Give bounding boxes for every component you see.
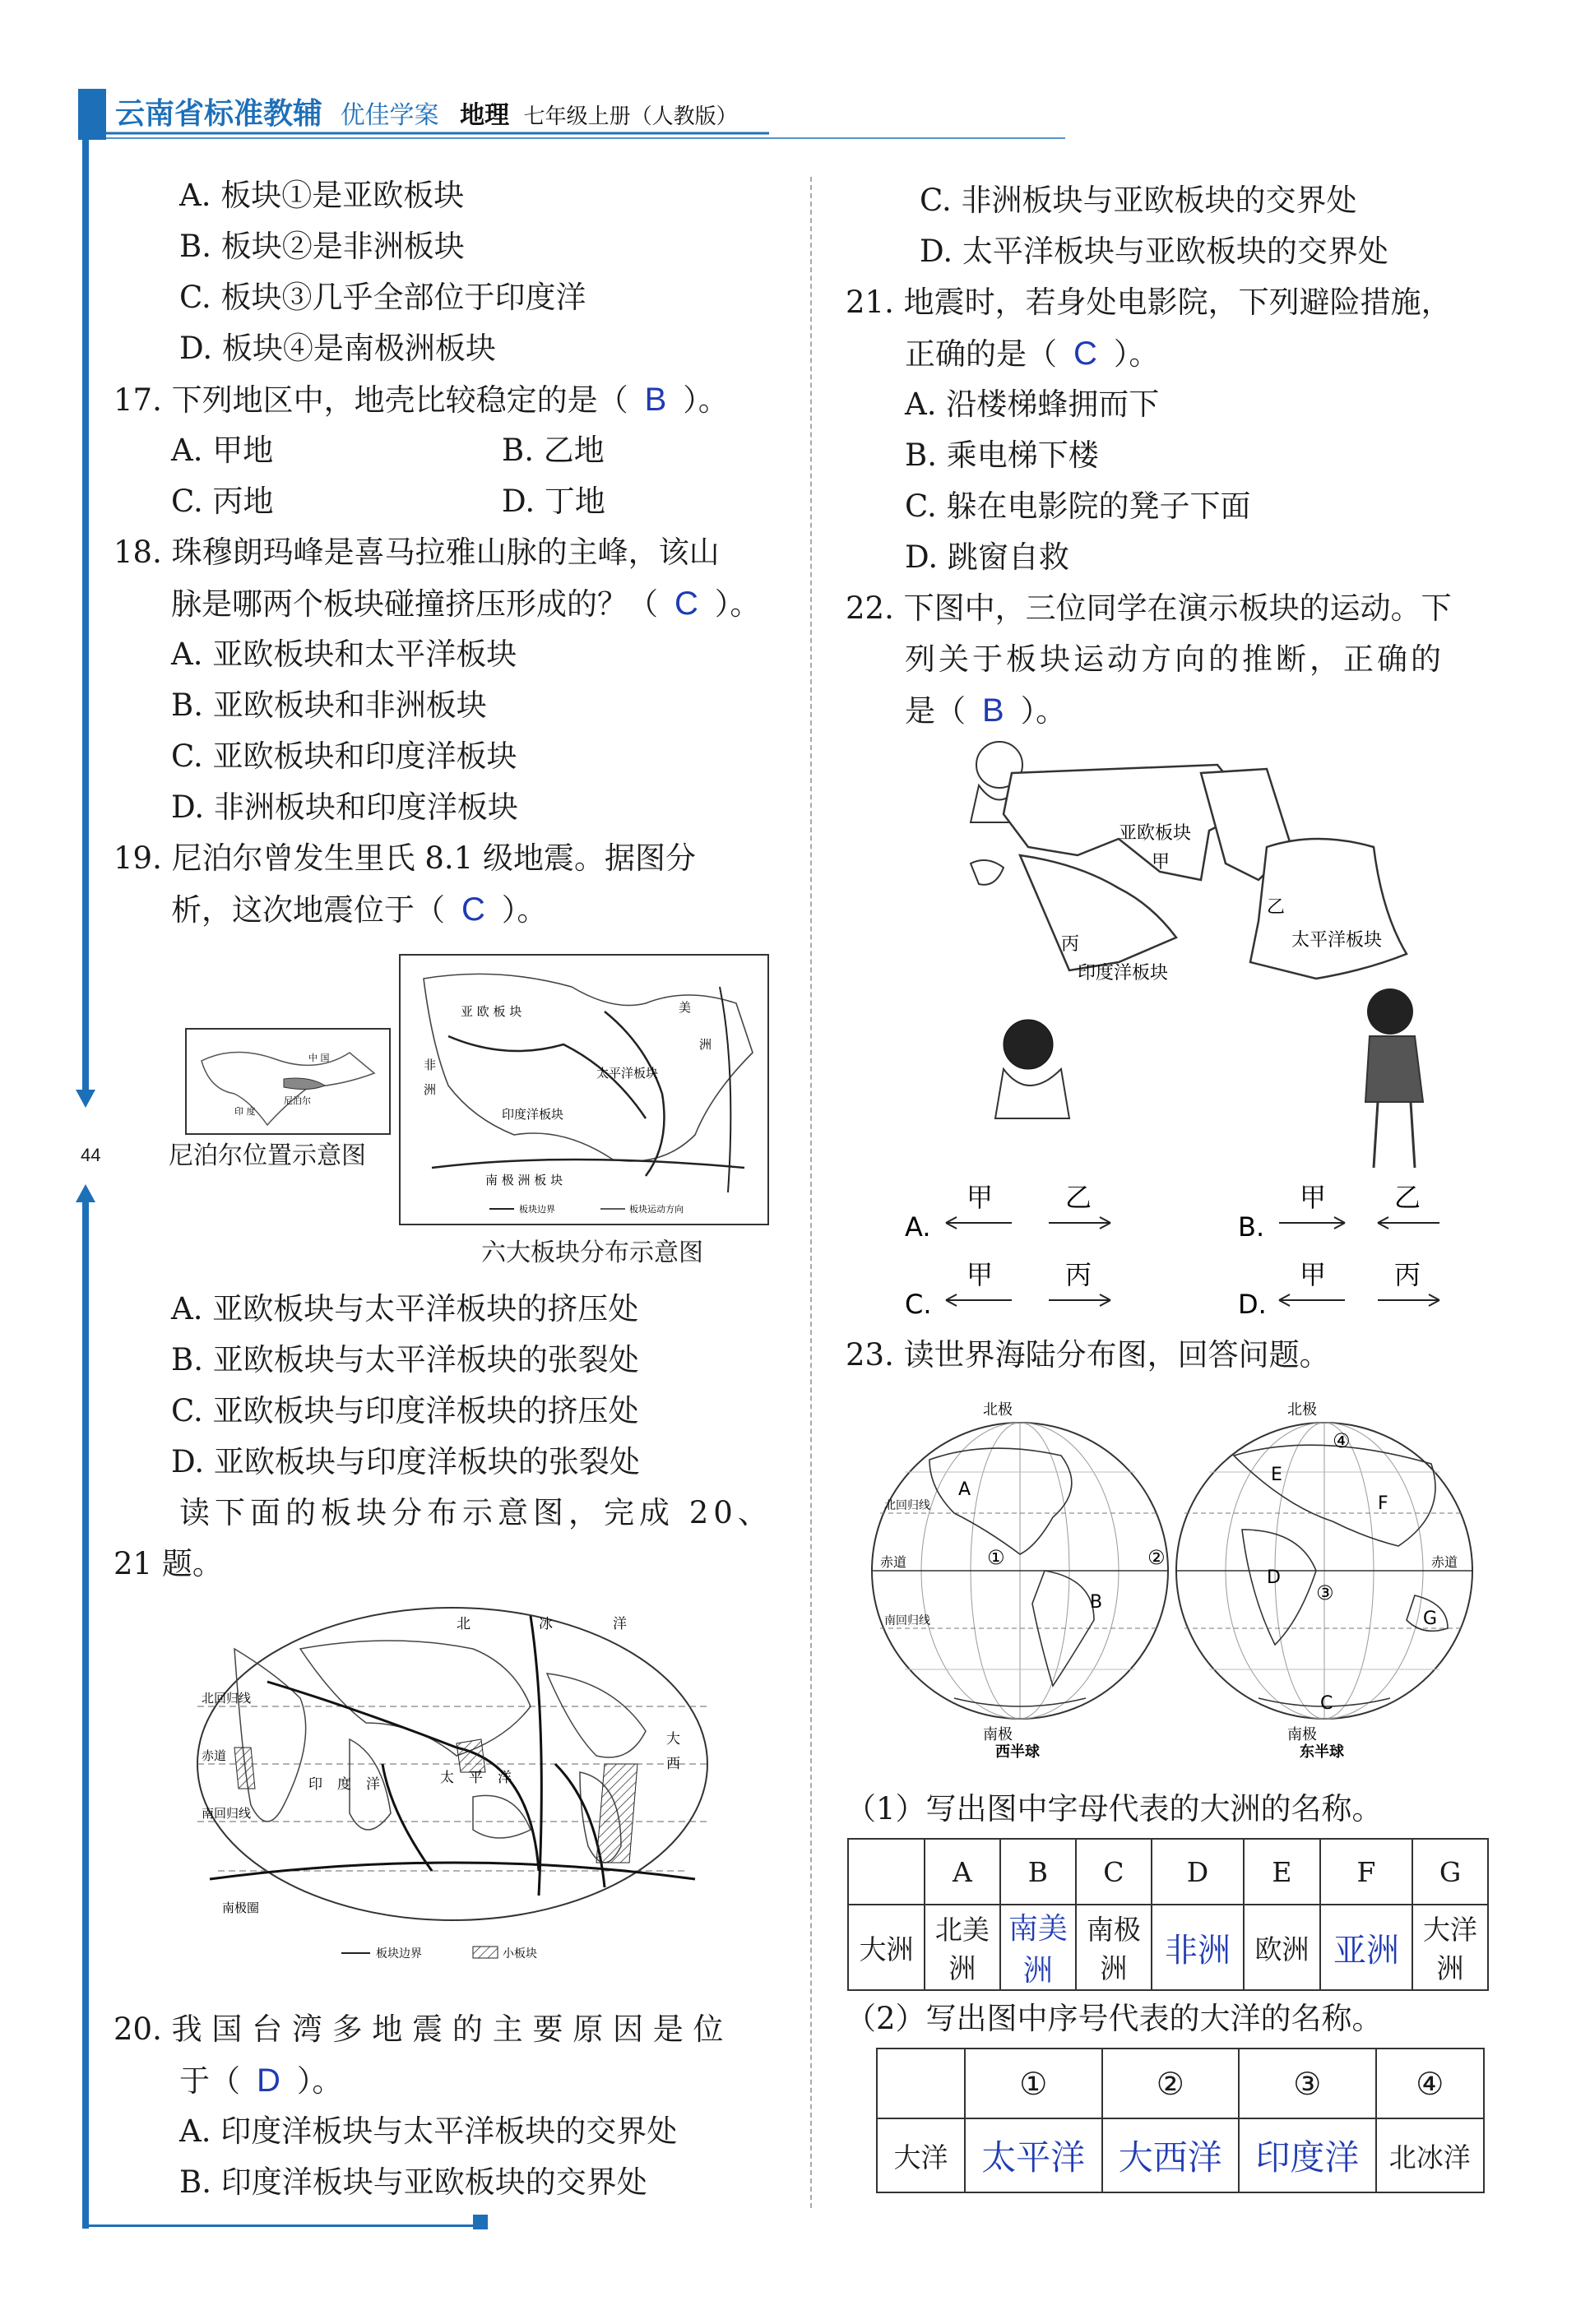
q20-option-b: B. 印度洋板块与亚欧板块的交界处 <box>179 2164 647 2200</box>
q19-option-d: D. 亚欧板块与印度洋板块的张裂处 <box>171 1444 640 1479</box>
q22-close: ）。 <box>1020 693 1067 729</box>
world-label-yang2: 洋 <box>366 1776 380 1793</box>
east-hemisphere-label: 东半球 <box>1300 1743 1344 1760</box>
plates-label-africa-2: 洲 <box>424 1082 437 1097</box>
q21-option-d: D. 跳窗自救 <box>905 539 1069 575</box>
plates-label-indian: 印度洋板块 <box>502 1107 564 1122</box>
continents-row-label: 大洲 <box>848 1905 925 1990</box>
world-label-antarctic-circle: 南极圈 <box>222 1900 260 1915</box>
demo-label-indian: 印度洋板块 <box>1078 963 1169 984</box>
nepal-map-china: 中 国 <box>308 1053 330 1063</box>
world-label-xi: 西 <box>666 1756 680 1772</box>
read-intro-2: 21 题。 <box>114 1546 223 1581</box>
q22-answer: B <box>982 692 1004 729</box>
q22-line2: 列关于板块运动方向的推断，正确的 <box>905 641 1444 677</box>
oceans-header-row <box>877 2049 1484 2118</box>
read-intro-1: 读下面的板块分布示意图，完成 20、 <box>179 1495 773 1530</box>
q22-text: 是（ <box>905 693 966 729</box>
plates-label-eurasia: 亚 欧 板 块 <box>461 1004 522 1019</box>
q20-answer: D <box>257 2062 280 2099</box>
q19-answer: C <box>461 891 485 928</box>
globe-number-2: ② <box>1147 1546 1166 1569</box>
nepal-map-india: 印 度 <box>234 1106 256 1117</box>
q22-choice-c-letter: C. <box>905 1289 932 1320</box>
east-north-pole: 北极 <box>1287 1401 1317 1419</box>
continents-header-row <box>848 1839 1488 1905</box>
q22-line1: 22. 下图中，三位同学在演示板块的运动。下 <box>846 590 1452 626</box>
globe-number-3: ③ <box>1316 1581 1334 1604</box>
q18-line2 <box>171 579 760 629</box>
q18-close: ）。 <box>714 586 761 622</box>
globe-letter-c: C <box>1320 1693 1333 1714</box>
footer-line <box>82 2224 477 2227</box>
series-title: 云南省标准教辅 <box>115 96 323 131</box>
demo-label-jia: 甲 <box>1152 852 1170 873</box>
header-text <box>115 90 738 132</box>
q16-option-a: A. 板块①是亚欧板块 <box>179 178 465 213</box>
margin-bar-top <box>82 132 89 1102</box>
globe-number-1: ① <box>987 1546 1005 1569</box>
q21-close: ）。 <box>1113 336 1160 372</box>
continents-header-f: F <box>1320 1839 1412 1905</box>
plates-label-antarctic: 南 极 洲 板 块 <box>485 1173 563 1187</box>
world-label-yang3: 洋 <box>498 1770 512 1786</box>
q22-choice-a-letter: A. <box>905 1211 931 1243</box>
continents-header-g: G <box>1412 1839 1488 1905</box>
continent-b-value: 南美洲 <box>1000 1905 1076 1990</box>
world-label-yin: 印 <box>308 1776 322 1793</box>
six-plates-map <box>399 954 769 1225</box>
q19-option-a: A. 亚欧板块与太平洋板块的挤压处 <box>171 1291 639 1326</box>
q18-text: 脉是哪两个板块碰撞挤压形成的？（ <box>171 586 658 622</box>
globe-number-4: ④ <box>1333 1429 1351 1452</box>
east-hemisphere-globe <box>1176 1400 1472 1760</box>
nepal-map-nepal: 尼泊尔 <box>284 1095 311 1106</box>
continents-value-row <box>848 1905 1488 1990</box>
q22-choice-d-left: 甲 <box>1300 1259 1327 1290</box>
q21-option-c: C. 躲在电影院的凳子下面 <box>905 488 1251 524</box>
plates-label-pacific: 太平洋板块 <box>596 1066 659 1081</box>
q17-option-a: A. 甲地 <box>171 433 274 468</box>
q18-option-a: A. 亚欧板块和太平洋板块 <box>171 637 517 672</box>
q20-line2 <box>179 2056 342 2106</box>
q19-line1: 19. 尼泊尔曾发生里氏 8.1 级地震。据图分 <box>114 840 696 876</box>
continent-c-value: 南极洲 <box>1076 1905 1152 1990</box>
continents-header-blank <box>848 1839 925 1905</box>
continents-header-d: D <box>1152 1839 1244 1905</box>
q23-part2: （2）写出图中序号代表的大洋的名称。 <box>846 2001 1383 2036</box>
oceans-row-label: 大洋 <box>877 2118 965 2192</box>
q16-option-d: D. 板块④是南极洲板块 <box>179 331 496 366</box>
world-globes <box>855 1382 1481 1760</box>
continent-g-value: 大洋洲 <box>1412 1905 1488 1990</box>
q23-stem: 23. 读世界海陆分布图，回答问题。 <box>846 1337 1330 1373</box>
q22-choice-b-right: 乙 <box>1394 1182 1421 1213</box>
oceans-header-2: ② <box>1102 2049 1240 2118</box>
grade-title: 七年级上册（人教版） <box>523 104 738 129</box>
q22-choice-c-left: 甲 <box>967 1259 994 1290</box>
east-equator: 赤道 <box>1431 1554 1458 1570</box>
east-south-pole: 南极 <box>1287 1726 1317 1743</box>
continent-a-value: 北美洲 <box>925 1905 1000 1990</box>
q23-part1: （1）写出图中字母代表的大洲的名称。 <box>846 1791 1383 1826</box>
q19-line2 <box>171 885 547 935</box>
world-legend-boundary: 板块边界 <box>376 1947 422 1961</box>
oceans-header-blank <box>877 2049 965 2118</box>
ocean-3-value: 印度洋 <box>1239 2118 1376 2192</box>
oceans-header-3: ③ <box>1239 2049 1376 2118</box>
q17-close: ）。 <box>683 382 729 418</box>
west-hemisphere-globe <box>872 1400 1168 1760</box>
oceans-table <box>876 2048 1485 2193</box>
q18-option-c: C. 亚欧板块和印度洋板块 <box>171 738 517 774</box>
world-label-tropic-s: 南回归线 <box>202 1806 252 1821</box>
continent-e-value: 欧洲 <box>1244 1905 1320 1990</box>
globe-letter-g: G <box>1423 1609 1438 1629</box>
continent-f-value: 亚洲 <box>1320 1905 1412 1990</box>
q19-option-b: B. 亚欧板块与太平洋板块的张裂处 <box>171 1342 639 1377</box>
oceans-value-row <box>877 2118 1484 2192</box>
q20-text: 于（ <box>179 2063 240 2099</box>
plates-map-caption: 六大板块分布示意图 <box>481 1238 703 1267</box>
continents-table <box>847 1838 1489 1991</box>
oceans-header-4: ④ <box>1376 2049 1484 2118</box>
world-label-bei: 北 <box>457 1616 471 1632</box>
west-tropic-n: 北回归线 <box>884 1499 930 1512</box>
globe-letter-b: B <box>1090 1592 1103 1613</box>
q18-option-b: B. 亚欧板块和非洲板块 <box>171 687 487 723</box>
q17-answer: B <box>644 382 667 418</box>
q22-choice-c-right: 丙 <box>1065 1259 1092 1290</box>
q21-option-b: B. 乘电梯下楼 <box>905 437 1099 473</box>
q19-close: ）。 <box>501 892 548 928</box>
q17-option-b: B. 乙地 <box>502 433 605 468</box>
q20-option-a: A. 印度洋板块与太平洋板块的交界处 <box>179 2113 678 2149</box>
world-label-equator: 赤道 <box>202 1748 227 1763</box>
q22-choices <box>901 1180 1493 1324</box>
west-hemisphere-label: 西半球 <box>995 1743 1040 1760</box>
q20-close: ）。 <box>296 2063 343 2099</box>
q22-choice-b-letter: B. <box>1238 1211 1265 1243</box>
q17-option-c: C. 丙地 <box>171 484 274 519</box>
subject-title: 地理 <box>460 101 510 130</box>
q17-text: 17. 下列地区中，地壳比较稳定的是（ <box>114 382 628 418</box>
demo-label-pacific: 太平洋板块 <box>1291 930 1383 951</box>
west-north-pole: 北极 <box>983 1401 1013 1419</box>
west-south-pole: 南极 <box>983 1726 1013 1743</box>
continent-d-value: 非洲 <box>1152 1905 1244 1990</box>
plate-demo-figure <box>954 724 1464 1184</box>
world-legend-small-plate: 小板块 <box>503 1947 537 1961</box>
west-equator: 赤道 <box>880 1554 907 1570</box>
q17-stem <box>114 375 729 425</box>
q21-line1: 21. 地震时，若身处电影院，下列避险措施， <box>846 285 1452 320</box>
q20-option-d: D. 太平洋板块与亚欧板块的交界处 <box>920 234 1388 269</box>
world-label-du: 度 <box>337 1776 351 1793</box>
demo-label-eurasia: 亚欧板块 <box>1119 823 1192 844</box>
world-label-tai: 太 <box>440 1770 454 1786</box>
margin-bar-bottom <box>82 1201 89 2229</box>
globe-letter-a: A <box>958 1479 971 1500</box>
demo-label-yi: 乙 <box>1267 897 1286 918</box>
west-tropic-s: 南回归线 <box>884 1614 930 1627</box>
globe-letter-d: D <box>1267 1567 1281 1588</box>
q18-line1: 18. 珠穆朗玛峰是喜马拉雅山脉的主峰，该山 <box>114 535 720 570</box>
world-label-ping: 平 <box>469 1770 483 1786</box>
nepal-location-map <box>185 1028 391 1135</box>
plates-legend-boundary: 板块边界 <box>519 1204 555 1215</box>
ocean-2-value: 大西洋 <box>1102 2118 1240 2192</box>
q19-text: 析，这次地震位于（ <box>171 892 445 928</box>
q22-choice-b-left: 甲 <box>1300 1182 1327 1213</box>
q21-answer: C <box>1073 336 1097 372</box>
q19-option-c: C. 亚欧板块与印度洋板块的挤压处 <box>171 1393 639 1428</box>
book-title: 优佳学案 <box>340 101 439 130</box>
column-divider <box>810 177 812 2208</box>
ocean-1-value: 太平洋 <box>965 2118 1102 2192</box>
q21-option-a: A. 沿楼梯蜂拥而下 <box>905 387 1160 422</box>
plates-label-africa-1: 非 <box>424 1058 437 1072</box>
plates-label-america-2: 洲 <box>699 1037 712 1052</box>
nepal-map-caption: 尼泊尔位置示意图 <box>169 1141 366 1170</box>
q16-option-b: B. 板块②是非洲板块 <box>179 229 465 264</box>
q20-line1: 20. 我 国 台 湾 多 地 震 的 主 要 原 因 是 位 <box>114 2012 724 2047</box>
plates-label-america-1: 美 <box>679 1000 692 1015</box>
q21-line2 <box>905 329 1159 379</box>
q21-text: 正确的是（ <box>905 336 1057 372</box>
continents-header-b: B <box>1000 1839 1076 1905</box>
demo-label-bing: 丙 <box>1061 934 1080 955</box>
continents-header-a: A <box>925 1839 1000 1905</box>
footer-square <box>473 2215 488 2229</box>
continents-header-c: C <box>1076 1839 1152 1905</box>
q17-option-d: D. 丁地 <box>502 484 605 519</box>
world-label-yang: 洋 <box>613 1616 627 1632</box>
globe-letter-f: F <box>1378 1493 1388 1514</box>
q22-choice-d-letter: D. <box>1238 1289 1267 1320</box>
q22-choice-a-left: 甲 <box>967 1182 994 1213</box>
q20-option-c: C. 非洲板块与亚欧板块的交界处 <box>920 183 1357 218</box>
globe-letter-e: E <box>1271 1465 1282 1485</box>
ocean-4-value: 北冰洋 <box>1376 2118 1484 2192</box>
world-label-bing: 冰 <box>539 1616 553 1632</box>
world-plates-map <box>185 1599 720 1970</box>
world-label-da: 大 <box>666 1731 680 1748</box>
margin-arrow-bottom <box>76 1184 95 1202</box>
q22-choice-d-right: 丙 <box>1394 1259 1421 1290</box>
q22-choice-a-right: 乙 <box>1065 1182 1092 1213</box>
page-number: 44 <box>81 1145 101 1165</box>
world-label-tropic-n: 北回归线 <box>202 1691 252 1706</box>
q18-answer: C <box>674 586 698 622</box>
plates-legend-direction: 板块运动方向 <box>629 1204 684 1215</box>
q16-option-c: C. 板块③几乎全部位于印度洋 <box>179 280 586 315</box>
oceans-header-1: ① <box>965 2049 1102 2118</box>
margin-arrow <box>76 1090 95 1108</box>
continents-header-e: E <box>1244 1839 1320 1905</box>
q18-option-d: D. 非洲板块和印度洋板块 <box>171 789 518 825</box>
